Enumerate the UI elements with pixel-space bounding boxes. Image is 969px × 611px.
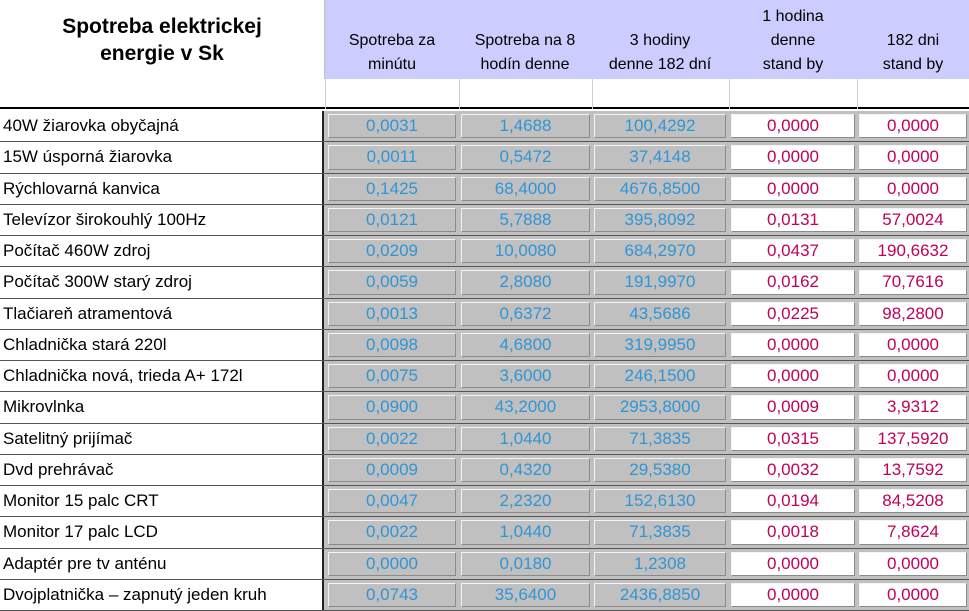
- value-cell[interactable]: 0,0209: [328, 239, 456, 263]
- table-row: [0, 330, 969, 361]
- value-cell[interactable]: 13,7592: [859, 458, 967, 482]
- column-header-8-hours[interactable]: [458, 0, 592, 79]
- appliance-name-cell[interactable]: Rýchlovarná kanvica: [0, 174, 324, 204]
- value-cell[interactable]: 3,9312: [859, 395, 967, 419]
- value-cell[interactable]: 29,5380: [594, 458, 726, 482]
- table-row: [0, 549, 969, 580]
- table-row: [0, 267, 969, 298]
- value-cell[interactable]: 0,0000: [859, 583, 967, 607]
- value-cell[interactable]: 0,0162: [731, 270, 855, 294]
- value-cell[interactable]: 0,0032: [731, 458, 855, 482]
- column-header-label: 3 hodiny denne 182 dní: [608, 32, 712, 73]
- value-cell[interactable]: 10,0080: [461, 239, 590, 263]
- appliance-name-cell[interactable]: Adaptér pre tv anténu: [0, 549, 324, 579]
- value-cell[interactable]: 0,0180: [461, 552, 590, 576]
- table-row: [0, 424, 969, 455]
- value-cell[interactable]: 0,0000: [328, 552, 456, 576]
- value-cell[interactable]: 0,0000: [859, 114, 967, 138]
- value-cell[interactable]: 100,4292: [594, 114, 726, 138]
- grid-line: [459, 79, 460, 109]
- value-cell[interactable]: 2,2320: [461, 489, 590, 513]
- table-row: [0, 486, 969, 517]
- appliance-name-cell[interactable]: Tlačiareň atramentová: [0, 299, 324, 329]
- column-header-per-minute[interactable]: [328, 0, 456, 79]
- column-header-1-hour-standby[interactable]: [729, 0, 857, 79]
- value-cell[interactable]: 319,9950: [594, 333, 726, 357]
- appliance-name-cell[interactable]: Mikrovlnka: [0, 392, 324, 422]
- value-cell[interactable]: 5,7888: [461, 208, 590, 232]
- column-header-label: 182 dni stand by: [882, 32, 944, 73]
- value-cell[interactable]: 0,0022: [328, 520, 456, 544]
- value-cell[interactable]: 0,4320: [461, 458, 590, 482]
- value-cell[interactable]: 0,0225: [731, 302, 855, 326]
- table-row: [0, 392, 969, 423]
- value-cell[interactable]: 0,5472: [461, 145, 590, 169]
- value-cell[interactable]: 0,0437: [731, 239, 855, 263]
- value-cell[interactable]: 246,1500: [594, 364, 726, 388]
- value-cell[interactable]: 70,7616: [859, 270, 967, 294]
- value-cell[interactable]: 0,0022: [328, 427, 456, 451]
- value-cell[interactable]: 191,9970: [594, 270, 726, 294]
- table-row: [0, 111, 969, 142]
- appliance-name-cell[interactable]: Monitor 15 palc CRT: [0, 486, 324, 516]
- blank-row[interactable]: [0, 79, 969, 109]
- value-cell[interactable]: 0,0000: [731, 333, 855, 357]
- value-cell[interactable]: 2436,8850: [594, 583, 726, 607]
- value-cell[interactable]: 0,0000: [859, 552, 967, 576]
- column-header-3-hours-182-days[interactable]: [592, 0, 728, 79]
- table-row: [0, 580, 969, 611]
- appliance-name-cell[interactable]: Chladnička nová, trieda A+ 172l: [0, 361, 324, 391]
- value-cell[interactable]: 0,0000: [731, 177, 855, 201]
- column-header-182-days-standby[interactable]: [857, 0, 969, 79]
- value-cell[interactable]: 1,2308: [594, 552, 726, 576]
- value-cell[interactable]: 0,0011: [328, 145, 456, 169]
- value-cell[interactable]: 0,0743: [328, 583, 456, 607]
- grid-line: [325, 79, 326, 109]
- value-cell[interactable]: 0,0121: [328, 208, 456, 232]
- value-cell[interactable]: 68,4000: [461, 177, 590, 201]
- appliance-name-cell[interactable]: Počítač 300W starý zdroj: [0, 267, 324, 297]
- appliance-name-cell[interactable]: 15W úsporná žiarovka: [0, 142, 324, 172]
- column-header-label: Spotreba za minútu: [348, 32, 436, 73]
- appliance-name-cell[interactable]: 40W žiarovka obyčajná: [0, 111, 324, 141]
- value-cell[interactable]: 1,0440: [461, 520, 590, 544]
- value-cell[interactable]: 137,5920: [859, 427, 967, 451]
- table-body: [0, 111, 969, 611]
- appliance-name-cell[interactable]: Televízor širokouhlý 100Hz: [0, 205, 324, 235]
- appliance-name-cell[interactable]: Monitor 17 palc LCD: [0, 517, 324, 547]
- value-cell[interactable]: 71,3835: [594, 427, 726, 451]
- value-cell[interactable]: 190,6632: [859, 239, 967, 263]
- table-row: [0, 361, 969, 392]
- value-cell[interactable]: 0,0098: [328, 333, 456, 357]
- value-cell[interactable]: 0,0000: [859, 333, 967, 357]
- value-cell[interactable]: 0,0000: [731, 583, 855, 607]
- value-cell[interactable]: 0,0000: [731, 114, 855, 138]
- value-cell[interactable]: 4676,8500: [594, 177, 726, 201]
- value-cell[interactable]: 0,0031: [328, 114, 456, 138]
- value-cell[interactable]: 3,6000: [461, 364, 590, 388]
- appliance-name-cell[interactable]: Počítač 460W zdroj: [0, 236, 324, 266]
- value-cell[interactable]: 0,0315: [731, 427, 855, 451]
- value-cell[interactable]: 0,0059: [328, 270, 456, 294]
- value-cell[interactable]: 0,0131: [731, 208, 855, 232]
- value-cell[interactable]: 0,0009: [731, 395, 855, 419]
- table-title[interactable]: [0, 0, 325, 79]
- appliance-name-cell[interactable]: Dvojplatnička – zapnutý jeden kruh: [0, 580, 324, 610]
- value-cell[interactable]: 1,0440: [461, 427, 590, 451]
- value-cell[interactable]: 43,2000: [461, 395, 590, 419]
- table-row: [0, 517, 969, 548]
- table-title-text: Spotreba elektrickej energie v Sk: [62, 14, 262, 65]
- value-cell[interactable]: 0,0194: [731, 489, 855, 513]
- column-header-label: 1 hodina denne stand by: [762, 8, 824, 73]
- value-cell[interactable]: 0,0018: [731, 520, 855, 544]
- value-cell[interactable]: 71,3835: [594, 520, 726, 544]
- value-cell[interactable]: 1,4688: [461, 114, 590, 138]
- grid-line: [592, 79, 593, 109]
- grid-line: [857, 79, 858, 109]
- value-cell[interactable]: 43,5686: [594, 302, 726, 326]
- value-cell[interactable]: 395,8092: [594, 208, 726, 232]
- value-cell[interactable]: 57,0024: [859, 208, 967, 232]
- value-cell[interactable]: 0,1425: [328, 177, 456, 201]
- value-cell[interactable]: 0,0000: [731, 552, 855, 576]
- value-cell[interactable]: 0,0000: [859, 364, 967, 388]
- value-cell[interactable]: 0,0000: [731, 364, 855, 388]
- value-cell[interactable]: 4,6800: [461, 333, 590, 357]
- value-cell[interactable]: 0,6372: [461, 302, 590, 326]
- table-row: [0, 174, 969, 205]
- table-row: [0, 236, 969, 267]
- table-row: [0, 455, 969, 486]
- value-cell[interactable]: 2,8080: [461, 270, 590, 294]
- column-header-label: Spotreba na 8 hodín denne: [474, 32, 576, 73]
- grid-line: [729, 79, 730, 109]
- value-cell[interactable]: 35,6400: [461, 583, 590, 607]
- appliance-name-cell[interactable]: Satelitný prijímač: [0, 424, 324, 454]
- value-cell[interactable]: 37,4148: [594, 145, 726, 169]
- table-row: [0, 142, 969, 173]
- value-cell[interactable]: 684,2970: [594, 239, 726, 263]
- value-cell[interactable]: 84,5208: [859, 489, 967, 513]
- value-cell[interactable]: 152,6130: [594, 489, 726, 513]
- value-cell[interactable]: 7,8624: [859, 520, 967, 544]
- appliance-name-cell[interactable]: Chladnička stará 220l: [0, 330, 324, 360]
- value-cell[interactable]: 0,0009: [328, 458, 456, 482]
- value-cell[interactable]: 0,0075: [328, 364, 456, 388]
- value-cell[interactable]: 0,0000: [859, 145, 967, 169]
- value-cell[interactable]: 0,0047: [328, 489, 456, 513]
- value-cell[interactable]: 0,0013: [328, 302, 456, 326]
- value-cell[interactable]: 98,2800: [859, 302, 967, 326]
- value-cell[interactable]: 0,0000: [731, 145, 855, 169]
- table-row: [0, 299, 969, 330]
- table-row: [0, 205, 969, 236]
- value-cell[interactable]: 0,0000: [859, 177, 967, 201]
- value-cell[interactable]: 2953,8000: [594, 395, 726, 419]
- appliance-name-cell[interactable]: Dvd prehrávač: [0, 455, 324, 485]
- value-cell[interactable]: 0,0900: [328, 395, 456, 419]
